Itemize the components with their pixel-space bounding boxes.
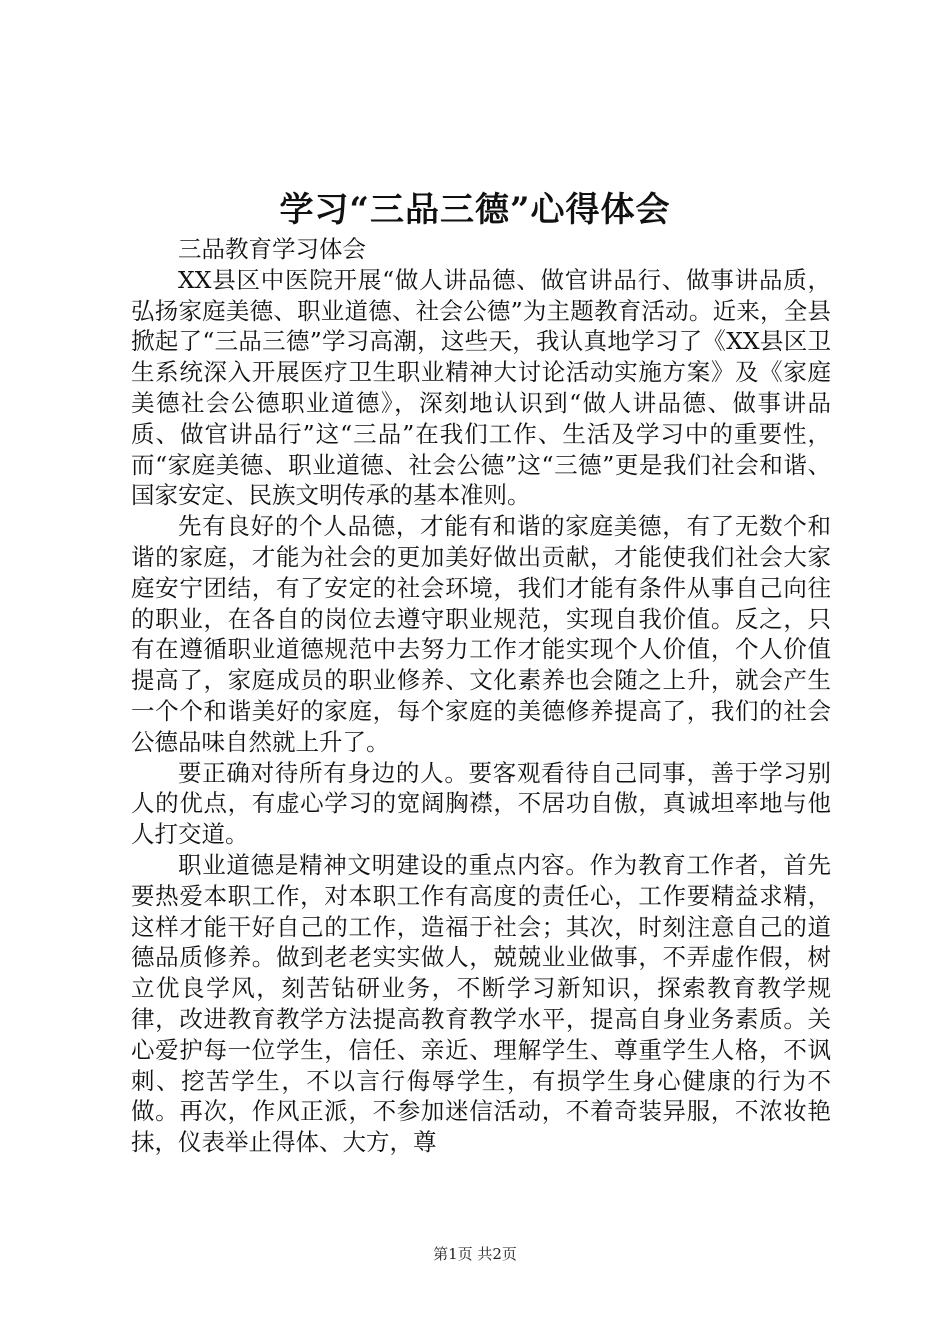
document-title: 学习“三品三德”心得体会 (279, 190, 671, 230)
body-paragraph: 要正确对待所有身边的人。要客观看待自己同事，善于学习别人的优点，有虚心学习的宽阔胸襟，不居功自傲，真诚坦率地与他人打交道。 (131, 758, 831, 849)
document-body (131, 234, 831, 1158)
body-paragraph: 职业道德是精神文明建设的重点内容。作为教育工作者，首先要热爱本职工作，对本职工作有高度的责任心，工作要精益求精，这样才能干好自己的工作，造福于社会；其次，时刻注意自己的道德品质修养。做到老老实实做人，兢兢业业做事，不弄虚作假，树立优良学风，刻苦钻研业务，不断学习新知识，探索教育教学规律，改进教育教学方法提高教育教学水平，提高自身业务素质。关心爱护每一位学生，信任、亲近、理解学生、尊重学生人格，不讽刺、挖苦学生，不以言行侮辱学生，有损学生身心健康的行为不做。再次，作风正派，不参加迷信活动，不着奇装异服，不浓妆艳抹，仪表举止得体、大方，尊 (131, 850, 831, 1157)
body-paragraph: 先有良好的个人品德，才能有和谐的家庭美德，有了无数个和谐的家庭，才能为社会的更加美好做出贡献，才能使我们社会大家庭安宁团结，有了安定的社会环境，我们才能有条件从事自己向往的职业，在各自的岗位去遵守职业规范，实现自我价值。反之，只有在遵循职业道德规范中去努力工作才能实现个人价值，个人价值提高了，家庭成员的职业修养、文化素养也会随之上升，就会产生一个个和谐美好的家庭，每个家庭的美德修养提高了，我们的社会公德品味自然就上升了。 (131, 512, 831, 756)
page-number-footer: 第1页 共2页 (433, 1245, 517, 1263)
body-paragraph: XX县区中医院开展“做人讲品德、做官讲品行、做事讲品质，弘扬家庭美德、职业道德、社会公德”为主题教育活动。近来，全县掀起了“三品三德”学习高潮，这些天，我认真地学习了《XX县区卫生系统深入开展医疗卫生职业精神大讨论活动实施方案》及《家庭美德社会公德职业道德》，深刻地认识到“做人讲品德、做事讲品质、做官讲品行”这“三品”在我们工作、生活及学习中的重要性，而“家庭美德、职业道德、社会公德”这“三德”更是我们社会和谐、国家安定、民族文明传承的基本准则。 (131, 265, 831, 510)
document-subtitle-paragraph: 三品教育学习体会 (178, 235, 366, 263)
